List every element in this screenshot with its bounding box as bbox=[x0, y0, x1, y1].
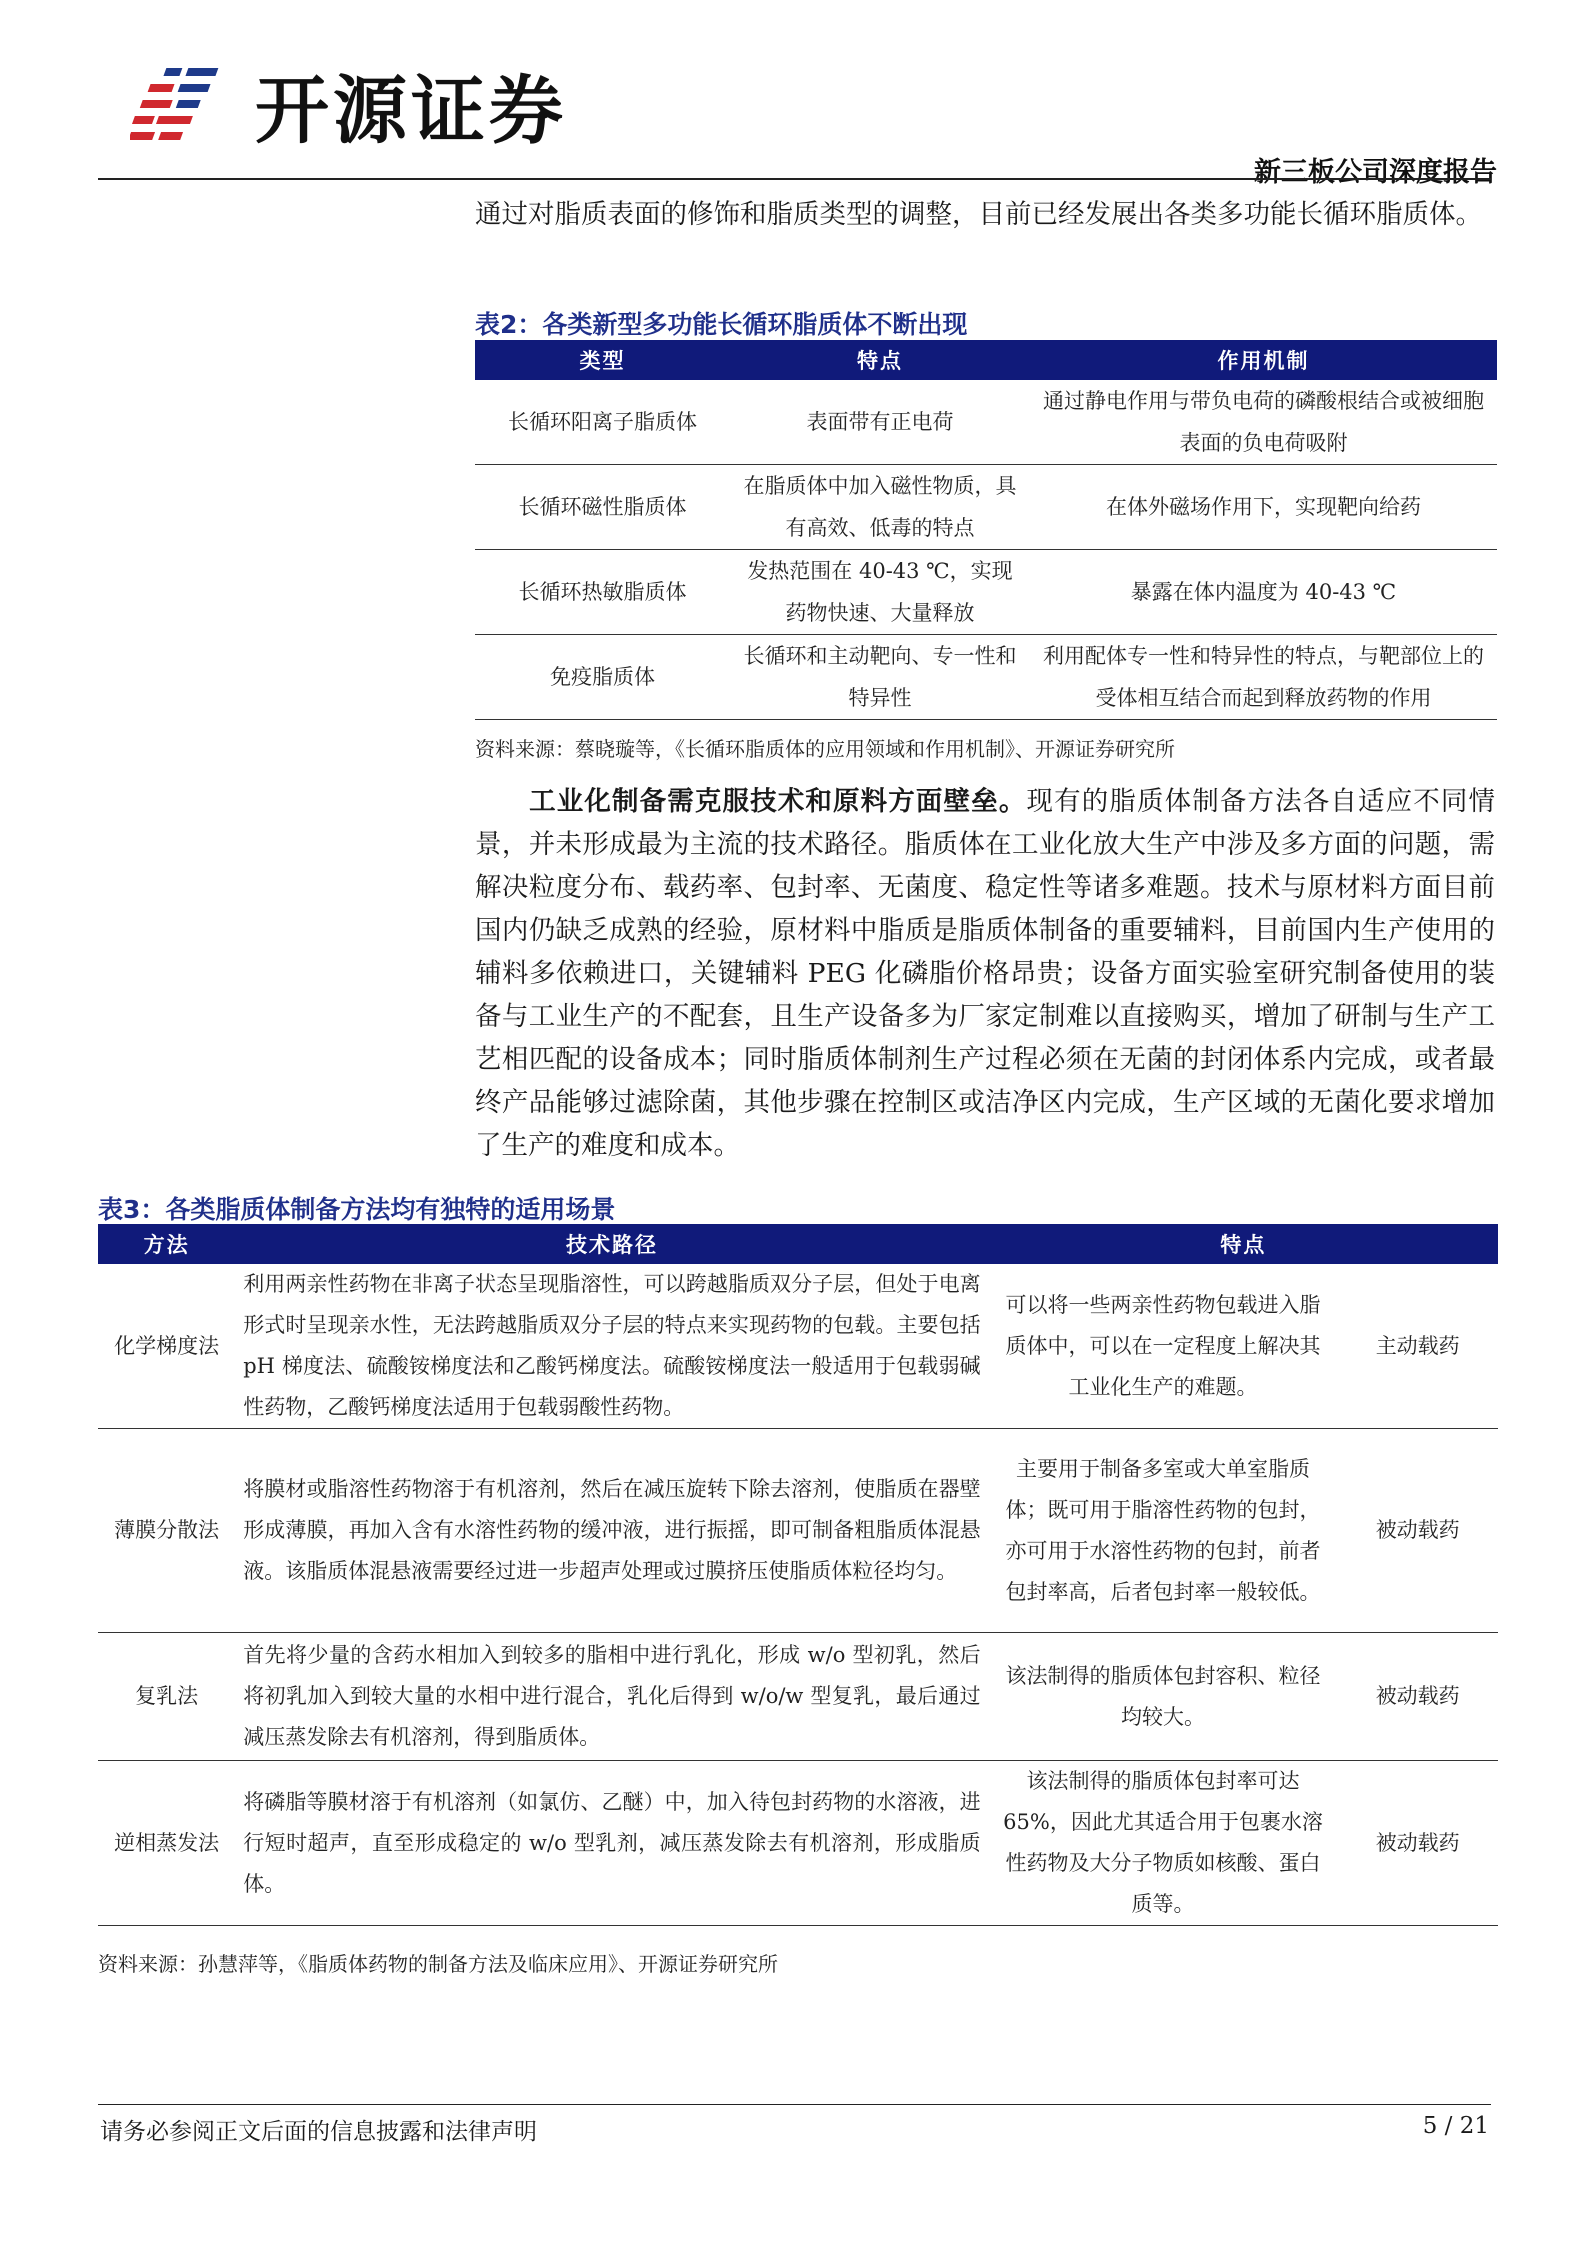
table2-header-type: 类型 bbox=[475, 340, 730, 380]
table2-cell: 在体外磁场作用下，实现靶向给药 bbox=[1030, 465, 1497, 550]
table2-cell: 发热范围在 40-43 ℃，实现药物快速、大量释放 bbox=[730, 550, 1030, 635]
table-row bbox=[98, 1264, 1498, 1429]
table2-title: 表2：各类新型多功能长循环脂质体不断出现 bbox=[475, 310, 968, 339]
table-row bbox=[98, 1633, 1498, 1761]
table3-cell-type: 被动载药 bbox=[1337, 1761, 1498, 1926]
paragraph-body: 现有的脂质体制备方法各自适应不同情景，并未形成最为主流的技术路径。脂质体在工业化放大生产中涉及多方面的问题，需解决粒度分布、载药率、包封率、无菌度、稳定性等诸多难题。技术与原材料方面目前国内仍缺乏成熟的经验，原材料中脂质是脂质体制备的重要辅料，目前国内生产使用的辅料多依赖进口，关键辅料 PEG 化磷脂价格昂贵；设备方面实验室研究制备使用的装备与工业生产的不配套，且生产设备多为厂家定制难以直接购买，增加了研制与生产工艺相匹配的设备成本；同时脂质体制剂生产过程必须在无菌的封闭体系内完成，或者最终产品能够过滤除菌，其他步骤在控制区或洁净区内完成，生产区域的无菌化要求增加了生产的难度和成本。 bbox=[475, 786, 1496, 1161]
table3-cell-route: 首先将少量的含药水相加入到较多的脂相中进行乳化，形成 w/o 型初乳，然后将初乳加入到较大量的水相中进行混合，乳化后得到 w/o/w 型复乳，最后通过减压蒸发除去有机溶剂，得到脂质体。 bbox=[235, 1633, 988, 1761]
table3-cell-route: 将膜材或脂溶性药物溶于有机溶剂，然后在减压旋转下除去溶剂，使脂质在器壁形成薄膜，再加入含有水溶性药物的缓冲液，进行振摇，即可制备粗脂质体混悬液。该脂质体混悬液需要经过进一步超声处理或过膜挤压使脂质体粒径均匀。 bbox=[235, 1429, 988, 1633]
table2-source: 资料来源：蔡晓璇等，《长循环脂质体的应用领域和作用机制》、开源证券研究所 bbox=[475, 737, 1175, 761]
table3-cell-feature: 可以将一些两亲性药物包载进入脂质体中，可以在一定程度上解决其工业化生产的难题。 bbox=[989, 1264, 1338, 1429]
table3-header-route: 技术路径 bbox=[235, 1224, 988, 1264]
page-number: 5 / 21 bbox=[1422, 2113, 1489, 2139]
table2-cell: 表面带有正电荷 bbox=[730, 380, 1030, 465]
table3-title: 表3：各类脂质体制备方法均有独特的适用场景 bbox=[98, 1195, 616, 1224]
table2-cell: 在脂质体中加入磁性物质，具有高效、低毒的特点 bbox=[730, 465, 1030, 550]
table2-cell: 通过静电作用与带负电荷的磷酸根结合或被细胞表面的负电荷吸附 bbox=[1030, 380, 1497, 465]
table2-cell: 长循环和主动靶向、专一性和特异性 bbox=[730, 635, 1030, 720]
table3-cell-method: 逆相蒸发法 bbox=[98, 1761, 235, 1926]
industrialization-paragraph bbox=[475, 780, 1495, 1167]
table-row bbox=[475, 380, 1497, 465]
table-row bbox=[475, 635, 1497, 720]
table-row bbox=[475, 465, 1497, 550]
table-row bbox=[475, 550, 1497, 635]
table3-cell-type: 主动载药 bbox=[1337, 1264, 1498, 1429]
company-logo-icon bbox=[130, 58, 240, 148]
table-row bbox=[98, 1429, 1498, 1633]
table2 bbox=[475, 340, 1497, 720]
table2-cell: 长循环磁性脂质体 bbox=[475, 465, 730, 550]
table3-cell-feature: 该法制得的脂质体包封容积、粒径均较大。 bbox=[989, 1633, 1338, 1761]
table3-cell-method: 化学梯度法 bbox=[98, 1264, 235, 1429]
table2-header-mechanism: 作用机制 bbox=[1030, 340, 1497, 380]
brand-name: 开源证券 bbox=[255, 68, 567, 154]
table3-header-feature: 特点 bbox=[989, 1224, 1498, 1264]
header-divider bbox=[98, 178, 1491, 180]
table2-cell: 长循环阳离子脂质体 bbox=[475, 380, 730, 465]
table3-cell-method: 薄膜分散法 bbox=[98, 1429, 235, 1633]
footer-divider bbox=[98, 2104, 1491, 2105]
table3-cell-route: 将磷脂等膜材溶于有机溶剂（如氯仿、乙醚）中，加入待包封药物的水溶液，进行短时超声，直至形成稳定的 w/o 型乳剂，减压蒸发除去有机溶剂，形成脂质体。 bbox=[235, 1761, 988, 1926]
table-row bbox=[98, 1761, 1498, 1926]
report-type: 新三板公司深度报告 bbox=[1254, 157, 1497, 188]
table3 bbox=[98, 1224, 1498, 1926]
table3-cell-type: 被动载药 bbox=[1337, 1633, 1498, 1761]
table2-header-feature: 特点 bbox=[730, 340, 1030, 380]
footer-disclaimer: 请务必参阅正文后面的信息披露和法律声明 bbox=[100, 2119, 537, 2145]
table2-cell: 暴露在体内温度为 40-43 ℃ bbox=[1030, 550, 1497, 635]
paragraph-lead: 工业化制备需克服技术和原料方面壁垒。 bbox=[528, 786, 1027, 817]
table2-cell: 利用配体专一性和特异性的特点，与靶部位上的受体相互结合而起到释放药物的作用 bbox=[1030, 635, 1497, 720]
table3-cell-route: 利用两亲性药物在非离子状态呈现脂溶性，可以跨越脂质双分子层，但处于电离形式时呈现亲水性，无法跨越脂质双分子层的特点来实现药物的包载。主要包括 pH 梯度法、硫酸铵梯度法和乙酸钙梯度法。硫酸铵梯度法一般适用于包载弱碱性药物，乙酸钙梯度法适用于包载弱酸性药物。 bbox=[235, 1264, 988, 1429]
table3-cell-type: 被动载药 bbox=[1337, 1429, 1498, 1633]
table3-cell-feature: 该法制得的脂质体包封率可达 65%，因此尤其适合用于包裹水溶性药物及大分子物质如核酸、蛋白质等。 bbox=[989, 1761, 1338, 1926]
table3-source: 资料来源：孙慧萍等，《脂质体药物的制备方法及临床应用》、开源证券研究所 bbox=[98, 1952, 778, 1976]
table2-cell: 长循环热敏脂质体 bbox=[475, 550, 730, 635]
table3-cell-method: 复乳法 bbox=[98, 1633, 235, 1761]
table3-header-method: 方法 bbox=[98, 1224, 235, 1264]
table3-cell-feature: 主要用于制备多室或大单室脂质体；既可用于脂溶性药物的包封，亦可用于水溶性药物的包封，前者包封率高，后者包封率一般较低。 bbox=[989, 1429, 1338, 1633]
intro-paragraph: 通过对脂质表面的修饰和脂质类型的调整，目前已经发展出各类多功能长循环脂质体。 bbox=[475, 199, 1482, 230]
table2-cell: 免疫脂质体 bbox=[475, 635, 730, 720]
